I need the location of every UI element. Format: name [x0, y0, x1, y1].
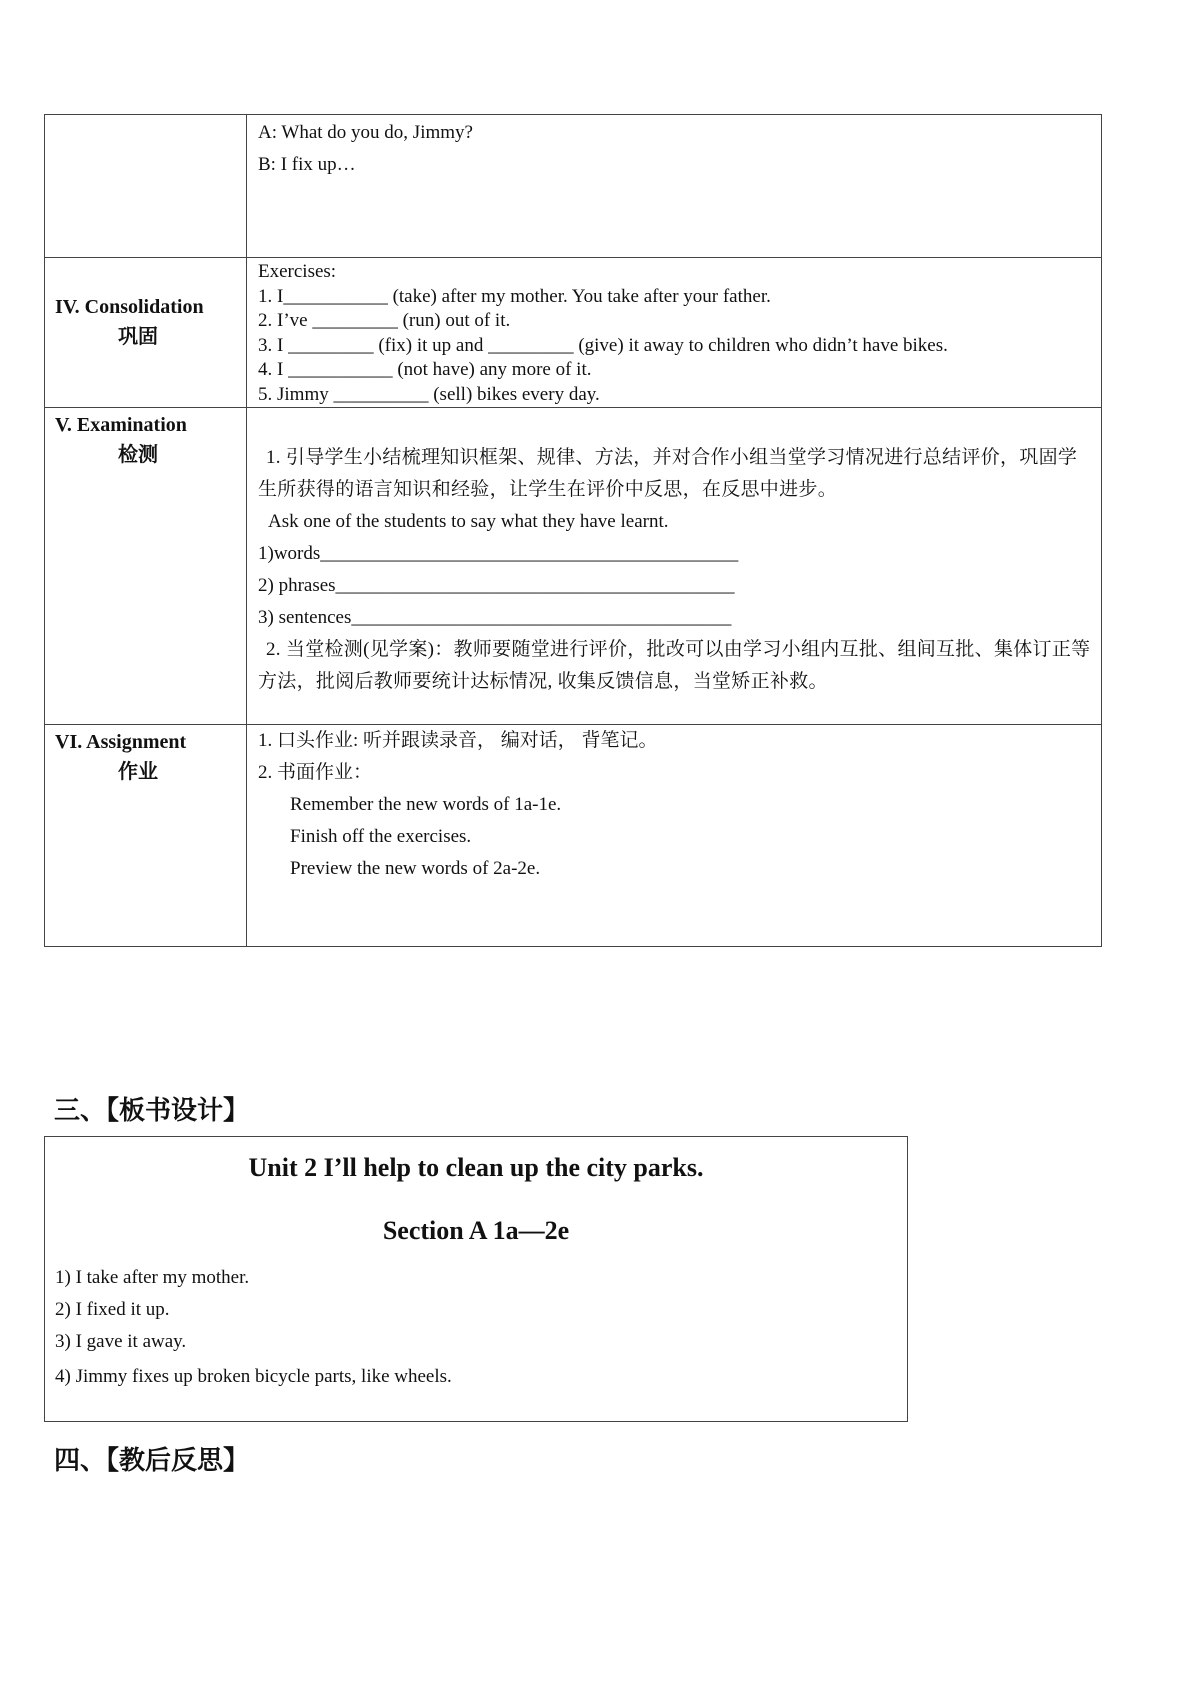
stage-title-en: V. Examination [55, 414, 187, 436]
board-line: 1) I take after my mother. [55, 1267, 250, 1288]
assignment-row [45, 725, 1102, 947]
board-design-box [44, 1136, 908, 1422]
summary-paragraph: 1. 引导学生小结梳理知识框架、规律、方法，并对合作小组当堂学习情况进行总结评价，巩固学生所获得的语言知识和经验，让学生在评价中反思，在反思中进步。 [258, 447, 1078, 500]
dialogue-line-a: A: What do you do, Jimmy? [258, 122, 473, 143]
dialogue-line-b: B: I fix up… [258, 154, 356, 175]
stage-cell [45, 408, 247, 725]
exercise-item: 2. I’ve _________ (run) out of it. [258, 310, 511, 331]
unit-title: Unit 2 I’ll help to clean up the city parks. [248, 1153, 704, 1182]
stage-cell-empty [45, 115, 247, 258]
ask-line: Ask one of the students to say what they have learnt. [268, 511, 669, 532]
board-line: 2) I fixed it up. [55, 1299, 170, 1320]
content-cell [247, 408, 1102, 725]
stage-title-en: IV. Consolidation [55, 296, 204, 318]
exercise-item: 5. Jimmy __________ (sell) bikes every day. [258, 383, 600, 405]
exercise-item: 3. I _________ (fix) it up and _________ (give) it away to children who didn’t have bikes. [258, 334, 948, 356]
content-cell [247, 115, 1102, 258]
written-homework: 2. 书面作业： [258, 762, 373, 783]
lesson-plan-table [44, 114, 1102, 947]
oral-homework: 1. 口头作业: 听并跟读录音， 编对话， 背笔记。 [258, 730, 658, 751]
examination-row [45, 408, 1102, 725]
board-line: 3) I gave it away. [55, 1331, 187, 1352]
section-title: Section A 1a—2e [382, 1216, 570, 1245]
content-cell [247, 258, 1102, 408]
exercise-item: 1. I___________ (take) after my mother. You take after your father. [258, 285, 771, 307]
check-paragraph: 2. 当堂检测(见学案)：教师要随堂进行评价，批改可以由学习小组内互批、组间互批、集体订正等方法，批阅后教师要统计达标情况, 收集反馈信息，当堂矫正补救。 [258, 639, 1091, 692]
homework-task: Preview the new words of 2a-2e. [290, 858, 541, 879]
exercises-label: Exercises: [258, 261, 337, 282]
stage-title-en: VI. Assignment [55, 731, 187, 753]
board-line: 4) Jimmy fixes up broken bicycle parts, like wheels. [55, 1366, 452, 1387]
reflection-heading: 四、【教后反思】 [54, 1446, 250, 1476]
exercise-item: 4. I ___________ (not have) any more of it. [258, 359, 592, 380]
stage-cell [45, 258, 247, 408]
words-line: 1)words____________________________________________ [258, 543, 739, 564]
phrases-line: 2) phrases__________________________________________ [258, 575, 735, 596]
board-design-heading: 三、【板书设计】 [54, 1096, 250, 1126]
stage-title-zh: 作业 [118, 761, 158, 783]
sentences-line: 3) sentences________________________________________ [258, 607, 732, 628]
content-cell [247, 725, 1102, 947]
homework-task: Finish off the exercises. [290, 826, 472, 847]
stage-title-zh: 检测 [118, 444, 158, 466]
consolidation-row [45, 258, 1102, 408]
stage-title-zh: 巩固 [118, 326, 158, 348]
dialogue-row [45, 115, 1102, 258]
stage-cell [45, 725, 247, 947]
homework-task: Remember the new words of 1a-1e. [290, 794, 562, 815]
